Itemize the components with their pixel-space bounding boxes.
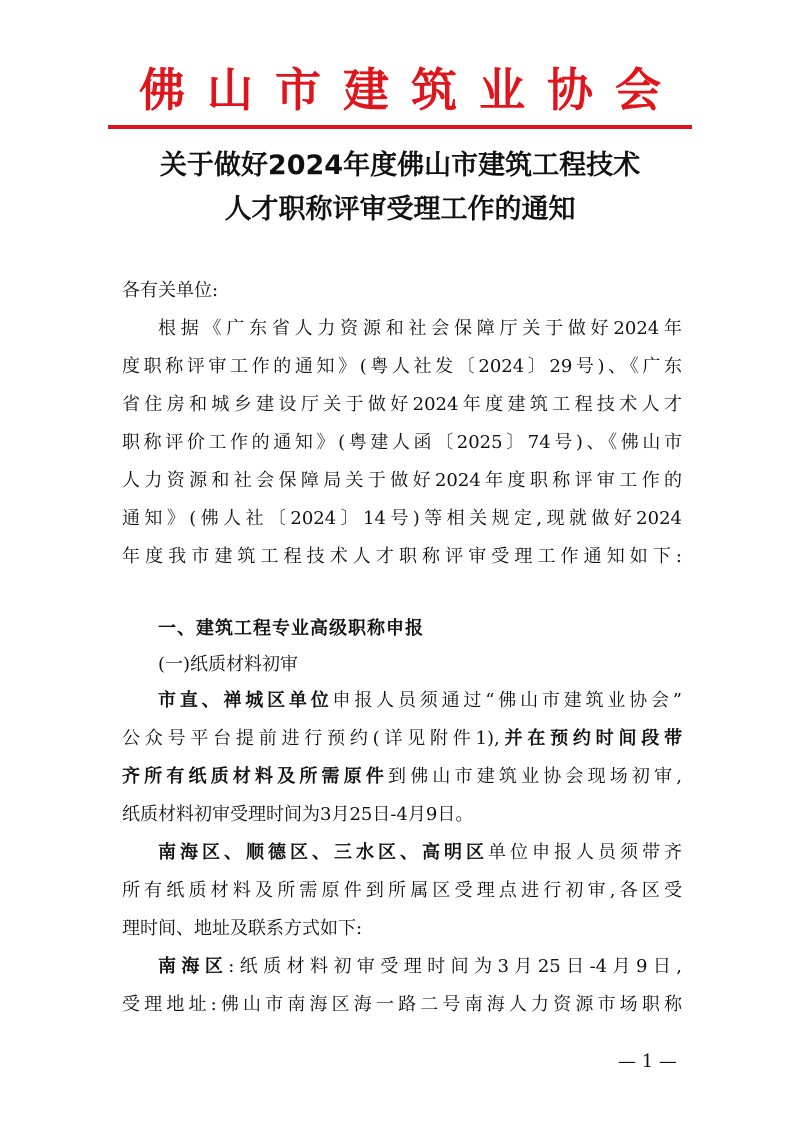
subsection-heading: (一)纸质材料初审 (158, 654, 299, 675)
paragraph-line: 所有纸质材料及所需原件到所属区受理点进行初审,各区受 (122, 880, 682, 901)
paragraph-line (158, 952, 682, 982)
text-run: 单位申报人员须带齐 (488, 842, 682, 863)
page-number: — 1 — (618, 1051, 677, 1072)
red-header-rule (108, 125, 692, 129)
intro-line: 年度我市建筑工程技术人才职称评审受理工作通知如下: (122, 546, 682, 567)
bold-phrase: 南海区 (158, 956, 229, 977)
bold-phrase: 南海区、顺德区、三水区、高明区 (158, 842, 488, 863)
bold-phrase: 齐所有纸质材料及所需原件 (122, 766, 389, 787)
intro-line: 省住房和城乡建设厅关于做好2024年度建筑工程技术人才 (122, 394, 682, 415)
section-heading: 一、建筑工程专业高级职称申报 (158, 618, 424, 639)
text-run: 公众号平台提前进行预约(详见附件1), (122, 728, 500, 749)
paragraph-line (122, 724, 682, 754)
text-run: :纸质材料初审受理时间为3月25日-4月9日, (228, 956, 682, 977)
bold-phrase: 并在预约时间段带 (499, 728, 682, 749)
text-run: 申报人员须通过“佛山市建筑业协会” (332, 690, 682, 711)
paragraph-line: 纸质材料初审受理时间为3月25日-4月9日。 (122, 804, 474, 825)
document-title-line-2: 人才职称评审受理工作的通知 (224, 194, 576, 225)
paragraph-line (158, 838, 682, 868)
document-title-line-1: 关于做好2024年度佛山市建筑工程技术 (159, 150, 641, 181)
intro-line: 职称评价工作的通知》(粤建人函〔2025〕74号)、《佛山市 (122, 432, 682, 453)
intro-line: 根据《广东省人力资源和社会保障厅关于做好2024年 (158, 318, 682, 339)
intro-line: 人力资源和社会保障局关于做好2024年度职称评审工作的 (122, 470, 682, 491)
organization-header: 佛山市建筑业协会 (139, 63, 683, 117)
intro-line: 通知》(佛人社〔2024〕14号)等相关规定,现就做好2024 (122, 508, 682, 529)
bold-phrase: 市直、禅城区单位 (158, 690, 333, 711)
intro-line: 度职称评审工作的通知》(粤人社发〔2024〕29号)、《广东 (122, 356, 682, 377)
text-run: 到佛山市建筑业协会现场初审, (388, 766, 682, 787)
paragraph-line (122, 762, 682, 792)
paragraph-line: 理时间、地址及联系方式如下: (122, 918, 363, 939)
paragraph-line: 受理地址:佛山市南海区海一路二号南海人力资源市场职称 (122, 994, 682, 1015)
salutation: 各有关单位: (122, 280, 219, 301)
paragraph-line (158, 686, 682, 716)
